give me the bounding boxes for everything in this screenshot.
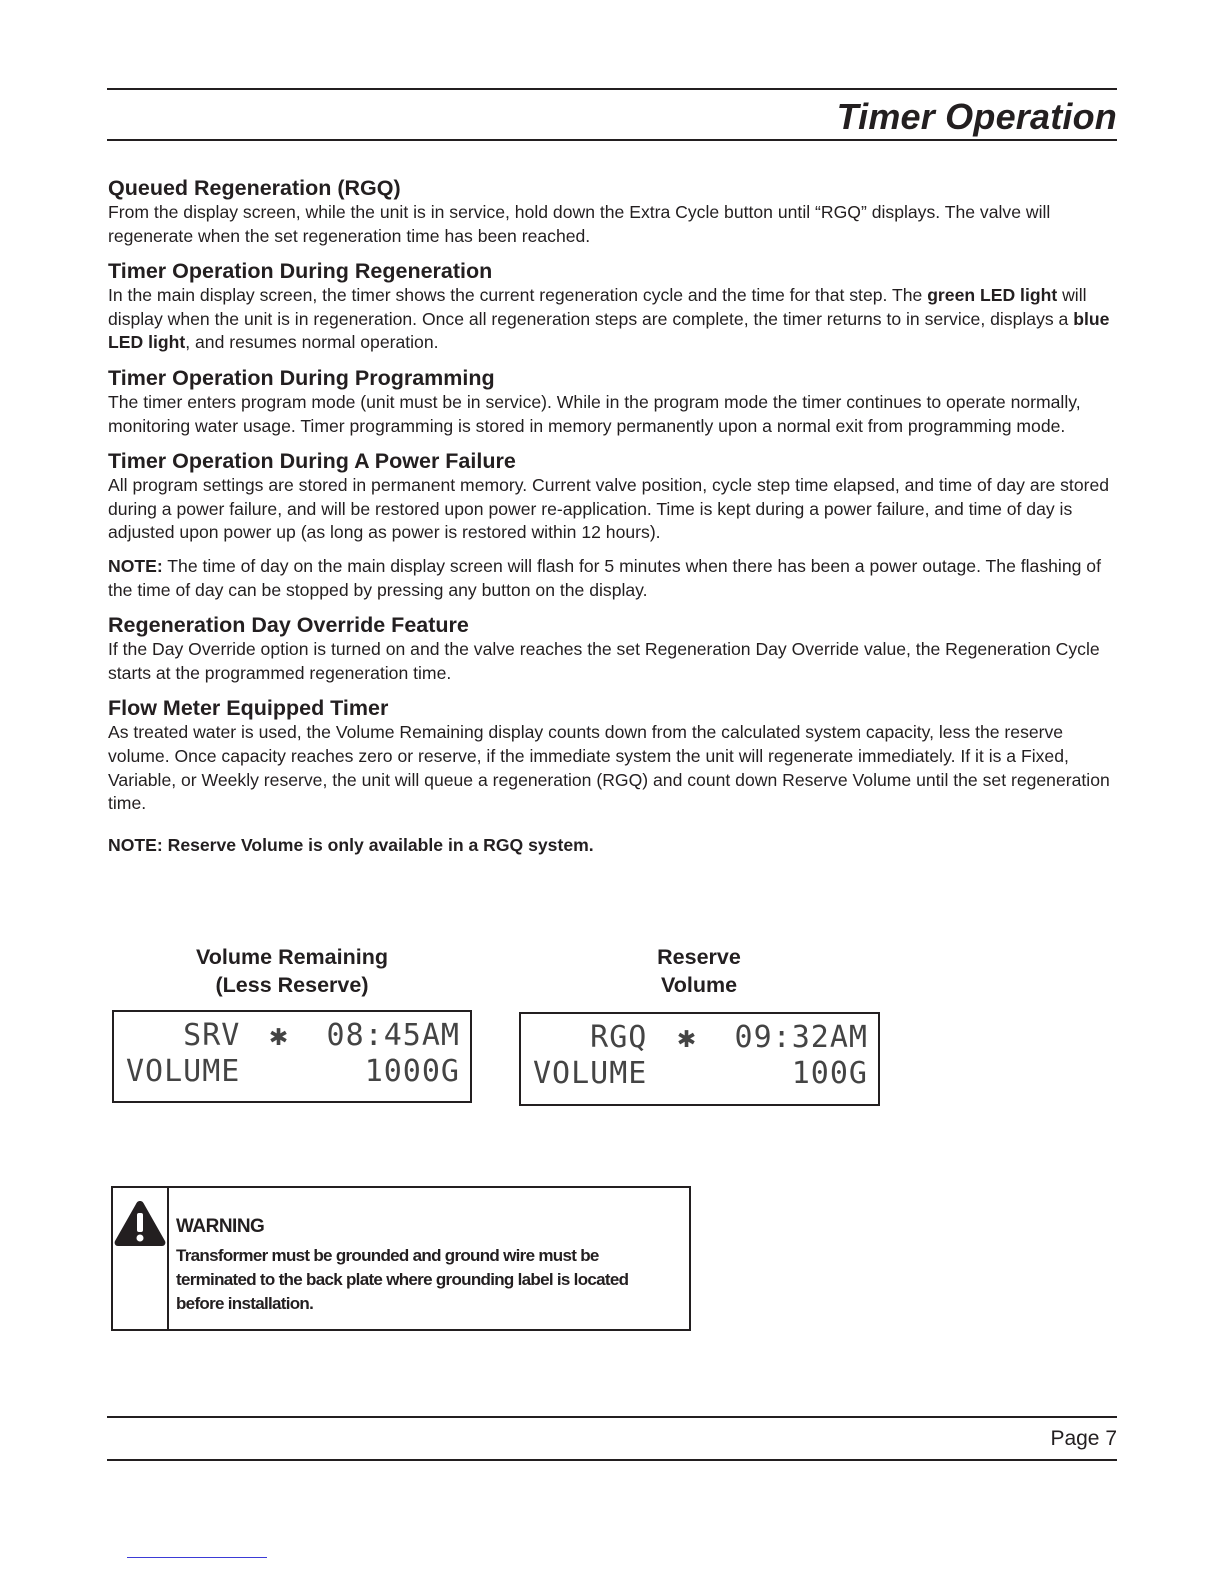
display-label-reserve-volume: Reserve Volume: [657, 945, 741, 997]
lcd-display-rgq: [519, 1012, 880, 1106]
section-during-regeneration: [108, 258, 1118, 355]
lcd-display-srv: [112, 1010, 472, 1103]
lcd-line-1: [533, 1020, 868, 1056]
section-queued-regeneration: [108, 175, 1118, 248]
section-heading: Queued Regeneration (RGQ): [108, 176, 401, 200]
warning-icon-cell: [113, 1188, 169, 1329]
lcd-line-1: [126, 1018, 460, 1054]
body-text: will display when the unit is in regeneration. Once all regeneration steps are complete, the timer returns to in service, displays a: [108, 285, 1087, 329]
page-number: Page 7: [1050, 1427, 1117, 1450]
section-power-failure: [108, 448, 1118, 545]
section-during-programming: [108, 365, 1118, 438]
warning-box: [111, 1186, 691, 1331]
lcd-time: ✱ 08:45AM: [269, 1018, 460, 1053]
section-body: All program settings are stored in permanent memory. Current valve position, cycle step time elapsed, and time of day are stored during a power failure, and will be restored upon power re-application. Time is kept during a power failure, and time of day is adjusted upon power up (as long as power is restored within 12 hours).: [108, 475, 1110, 543]
section-body: From the display screen, while the unit is in service, hold down the Extra Cycle button until “RGQ” displays. The valve will regenerate when the set regeneration time has been reached.: [108, 202, 1051, 246]
link-underline: [127, 1557, 267, 1558]
header-rule-bottom: [107, 139, 1117, 141]
footer-rule-bottom: [107, 1459, 1117, 1461]
lcd-label: VOLUME: [533, 1056, 648, 1091]
note-label: NOTE:: [108, 555, 163, 576]
section-heading: Regeneration Day Override Feature: [108, 613, 469, 638]
lcd-volume: 1000G: [364, 1054, 460, 1089]
note-text: The time of day on the main display screen will flash for 5 minutes when there has been a power outage. The flashing of the time of day can be stopped by pressing any button on the display.: [108, 555, 1101, 600]
warning-text: Transformer must be grounded and ground wire must be terminated to the back plate where grounding label is located before installation.: [176, 1246, 629, 1313]
body-text: In the main display screen, the timer shows the current regeneration cycle and the time for that step. The: [108, 285, 928, 306]
section-heading: Timer Operation During Regeneration: [108, 259, 493, 284]
warning-title: WARNING: [176, 1216, 265, 1237]
lcd-line-2: [126, 1054, 460, 1090]
section-day-override: [108, 612, 1118, 685]
lcd-volume: 100G: [791, 1056, 868, 1091]
section-heading: Timer Operation During A Power Failure: [108, 449, 516, 474]
section-body: As treated water is used, the Volume Remaining display counts down from the calculated system capacity, less the reserve volume. Once capacity reaches zero or reserve, if the immediate system the unit will regenerate immediately. If it is a Fixed, Variable, or Weekly reserve, the unit will queue a regeneration (RGQ) and count down Reserve Volume until the set regeneration time.: [108, 722, 1110, 814]
section-heading: Flow Meter Equipped Timer: [108, 696, 389, 721]
page-title: Timer Operation: [836, 96, 1117, 137]
section-heading: Timer Operation During Programming: [108, 365, 495, 390]
footer-rule-top: [107, 1416, 1117, 1418]
power-outage-note: [108, 555, 1118, 602]
lcd-status: RGQ: [533, 1020, 648, 1055]
lcd-line-2: [533, 1056, 868, 1092]
section-body: If the Day Override option is turned on and the valve reaches the set Regeneration Day Override value, the Regeneration Cycle starts at the programmed regeneration time.: [108, 639, 1100, 683]
warning-triangle-icon: [113, 1198, 167, 1248]
section-body: The timer enters program mode (unit must be in service). While in the program mode the timer continues to operate normally, monitoring water usage. Timer programming is stored in memory permanently upon a normal exit from programming mode.: [108, 391, 1081, 436]
lcd-label: VOLUME: [126, 1054, 241, 1089]
body-text: , and resumes normal operation.: [185, 332, 439, 353]
lcd-status: SRV: [126, 1018, 241, 1053]
warning-content: [169, 1188, 689, 1329]
section-body: [108, 284, 1118, 355]
lcd-time: ✱ 09:32AM: [677, 1020, 868, 1055]
section-flow-meter: [108, 695, 1118, 815]
reserve-volume-note: NOTE: Reserve Volume is only available in a RGQ system.: [108, 834, 594, 855]
green-led-text: green LED light: [927, 285, 1058, 306]
display-label-volume-remaining: Volume Remaining (Less Reserve): [196, 945, 388, 997]
blue-led-text: blue LED light: [108, 308, 1110, 353]
document-body: [108, 175, 1118, 857]
header-rule-top: [107, 88, 1117, 90]
